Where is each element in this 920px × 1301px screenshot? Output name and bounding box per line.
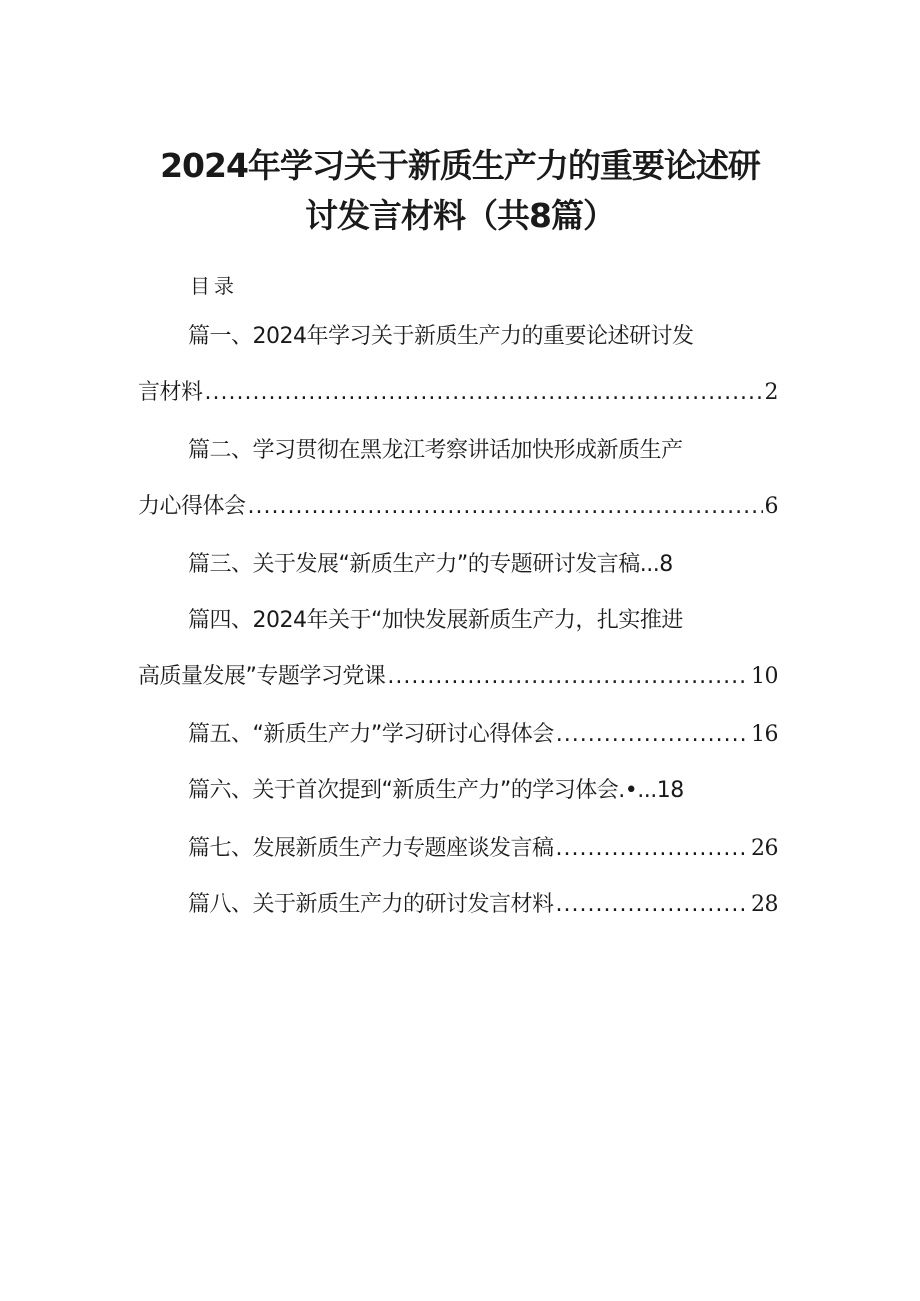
toc-entry-2-text: 力心得体会 (138, 494, 246, 519)
toc-entry-2-line-1[interactable]: 篇二、学习贯彻在黑龙江考察讲话加快形成新质生产 (188, 438, 683, 463)
toc-entry-8[interactable] (188, 890, 778, 920)
toc-leader-dots (248, 492, 763, 522)
toc-entry-5-page: 16 (751, 722, 778, 747)
toc-entry-8-text: 篇八、关于新质生产力的研讨发言材料 (188, 892, 554, 917)
toc-entry-2-line-2[interactable] (138, 492, 778, 522)
toc-entry-2-page: 6 (764, 494, 778, 519)
toc-entry-4-line-2[interactable] (138, 662, 778, 692)
toc-entry-5-text: 篇五、“新质生产力”学习研讨心得体会 (188, 722, 554, 747)
toc-leader-dots (387, 662, 749, 692)
document-title-line-1: 2024年学习关于新质生产力的重要论述研 (160, 146, 760, 185)
toc-entry-4-page: 10 (751, 664, 778, 689)
toc-entry-1-line-1[interactable]: 篇一、2024年学习关于新质生产力的重要论述研讨发 (188, 324, 694, 349)
toc-leader-dots (556, 834, 749, 864)
toc-leader-dots (556, 890, 749, 920)
toc-entry-6[interactable]: 篇六、关于首次提到“新质生产力”的学习体会.•...18 (188, 778, 684, 803)
toc-entry-4-text: 高质量发展”专题学习党课 (138, 664, 386, 689)
toc-entry-1-text: 言材料 (138, 380, 203, 405)
toc-entry-8-page: 28 (751, 892, 778, 917)
toc-leader-dots (205, 378, 763, 408)
toc-entry-7-text: 篇七、发展新质生产力专题座谈发言稿 (188, 836, 554, 861)
toc-entry-7-page: 26 (751, 836, 778, 861)
toc-entry-1-line-2[interactable] (138, 378, 778, 408)
toc-entry-3[interactable]: 篇三、关于发展“新质生产力”的专题研讨发言稿...8 (188, 552, 673, 577)
toc-entry-4-line-1[interactable]: 篇四、2024年关于“加快发展新质生产力，扎实推进 (188, 608, 683, 633)
toc-heading: 目录 (190, 274, 238, 298)
toc-leader-dots (556, 720, 749, 750)
document-title-line-2: 讨发言材料（共8篇） (305, 196, 615, 235)
toc-entry-7[interactable] (188, 834, 778, 864)
toc-entry-5[interactable] (188, 720, 778, 750)
toc-entry-1-page: 2 (764, 380, 778, 405)
